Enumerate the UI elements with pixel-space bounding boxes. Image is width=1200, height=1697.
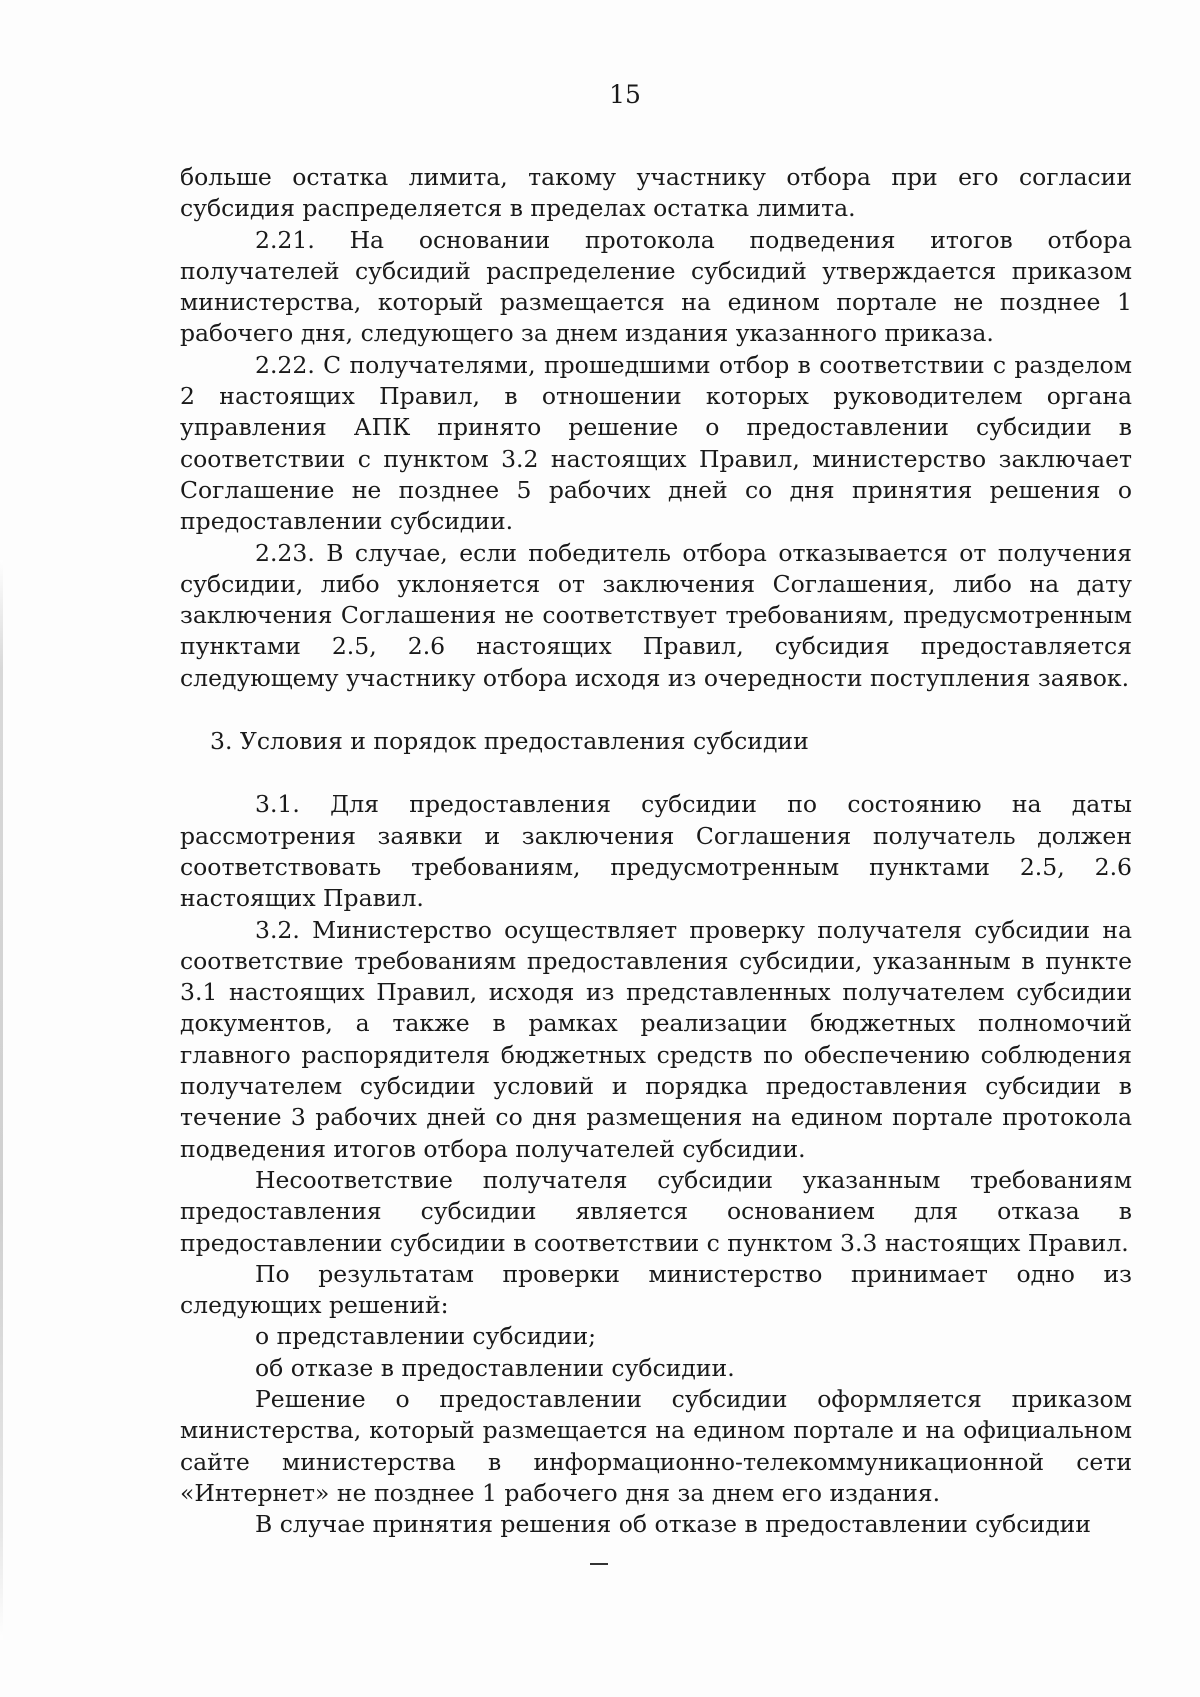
document-body (180, 162, 1132, 1540)
page-continuation-mark (590, 1560, 612, 1568)
list-item-grant: о представлении субсидии; (255, 1322, 597, 1351)
section-3-heading: 3. Условия и порядок предоставления субсидии (210, 727, 809, 756)
paragraph-continuation: больше остатка лимита, такому участнику отбора при его согласии субсидия распределяется в пределах остатка лимита. (180, 163, 1132, 223)
paragraph-3-1: 3.1. Для предоставления субсидии по состоянию на даты рассмотрения заявки и заключения Соглашения получатель должен соответствовать требованиям, предусмотренным пунктами 2.5, 2.6 настоящих Правил. (180, 790, 1132, 913)
paragraph-3-2: 3.2. Министерство осуществляет проверку получателя субсидии на соответствие требованиям предоставления субсидии, указанным в пункте 3.1 настоящих Правил, исходя из представленных получателем субсидии документов, а также в рамках реализации бюджетных полномочий главного распорядителя бюджетных средств по обеспечению соблюдения получателем субсидии условий и порядка предоставления субсидии в течение 3 рабочих дней со дня размещения на едином портале протокола подведения итогов отбора получателей субсидии. (180, 915, 1132, 1163)
scan-edge-shadow (0, 560, 3, 1640)
paragraph-refusal-case: В случае принятия решения об отказе в предоставлении субсидии (255, 1510, 1091, 1539)
paragraph-2-22: 2.22. С получателями, прошедшими отбор в соответствии с разделом 2 настоящих Правил, в отношении которых руководителем органа управления АПК принято решение о предоставлении субсидии в соответствии с пунктом 3.2 настоящих Правил, министерство заключает Соглашение не позднее 5 рабочих дней со дня принятия решения о предоставлении субсидии. (180, 350, 1132, 536)
list-item-refusal: об отказе в предоставлении субсидии. (255, 1353, 735, 1382)
paragraph-2-21: 2.21. На основании протокола подведения итогов отбора получателей субсидий распределение субсидий утверждается приказом министерства, который размещается на едином портале не позднее 1 рабочего дня, следующего за днем издания указанного приказа. (180, 225, 1132, 348)
paragraph-check-results: По результатам проверки министерство принимает одно из следующих решений: (180, 1259, 1132, 1320)
paragraph-2-23: 2.23. В случае, если победитель отбора отказывается от получения субсидии, либо уклоняется от заключения Соглашения, либо на дату заключения Соглашения не соответствует требованиям, предусмотренным пунктами 2.5, 2.6 настоящих Правил, субсидия предоставляется следующему участнику отбора исходя из очередности поступления заявок. (180, 538, 1132, 692)
paragraph-nonconformity: Несоответствие получателя субсидии указанным требованиям предоставления субсидии является основанием для отказа в предоставлении субсидии в соответствии с пунктом 3.3 настоящих Правил. (180, 1165, 1132, 1257)
paragraph-decision-order: Решение о предоставлении субсидии оформляется приказом министерства, который размещается на едином портале и на официальном сайте министерства в информационно-телекоммуникационной сети «Интернет» не позднее 1 рабочего дня за днем его издания. (180, 1384, 1132, 1507)
page-number: 15 (609, 80, 641, 109)
